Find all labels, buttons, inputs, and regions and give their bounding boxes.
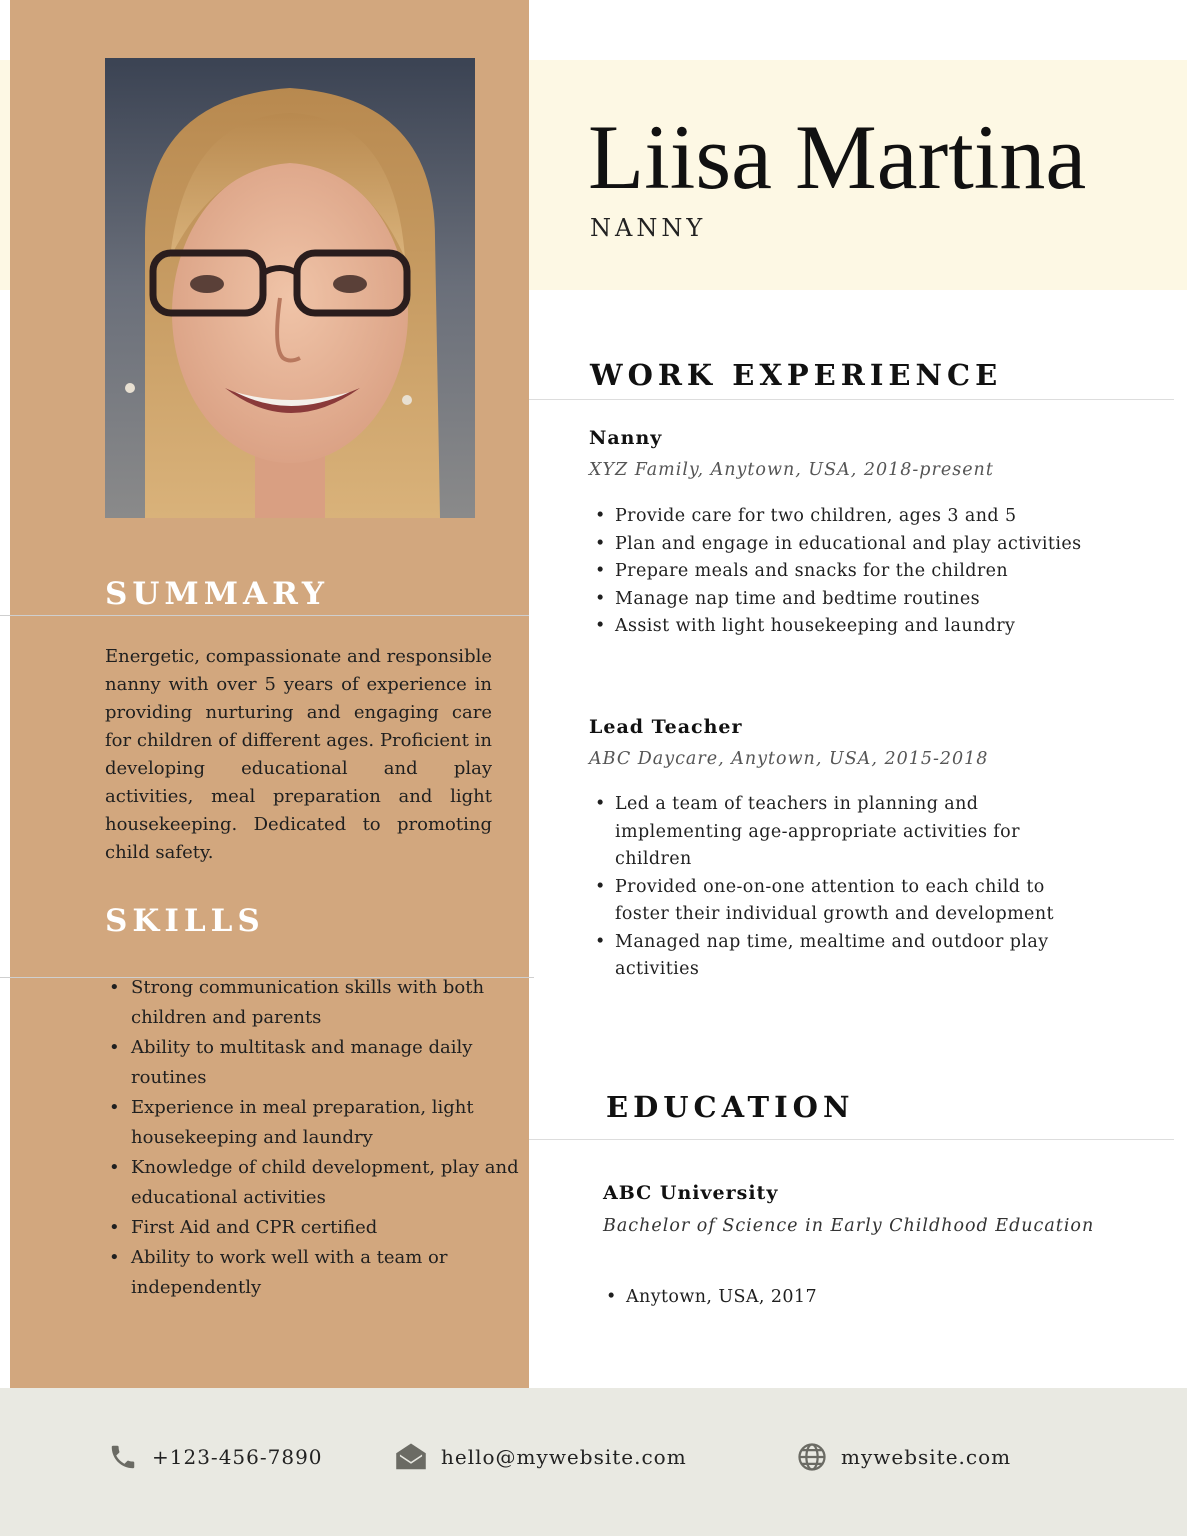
job-bullet: • Provide care for two children, ages 3 and 5 — [615, 503, 1135, 531]
globe-icon — [797, 1442, 827, 1472]
summary-heading: SUMMARY — [105, 576, 330, 612]
education-heading: EDUCATION — [606, 1090, 855, 1124]
phone-text: +123-456-7890 — [152, 1445, 323, 1469]
summary-text: Energetic, compassionate and responsible nanny with over 5 years of experience in providing nurturing and engaging care for children of different ages. Proficient in developing educational and play activities, meal preparation and light housekeeping. Dedicated to promoting child safety. — [105, 646, 492, 863]
summary-divider — [0, 615, 529, 616]
job-bullets — [589, 791, 1065, 984]
skill-item: • Ability to multitask and manage daily routines — [131, 1033, 521, 1093]
education-bullets — [600, 1284, 1076, 1312]
envelope-icon — [395, 1442, 427, 1472]
job-role: NANNY — [590, 214, 707, 242]
job-meta: ABC Daycare, Anytown, USA, 2015-2018 — [589, 749, 989, 769]
job-bullet: • Manage nap time and bedtime routines — [615, 586, 1135, 614]
school-name: ABC University — [603, 1182, 779, 1204]
person-name: Liisa Martina — [588, 106, 1087, 208]
phone-icon — [108, 1442, 138, 1472]
website-text: mywebsite.com — [841, 1445, 1012, 1469]
skill-item: • First Aid and CPR certified — [131, 1213, 521, 1243]
job-bullet: • Led a team of teachers in planning and implementing age-appropriate activities for children — [615, 791, 1065, 874]
skills-heading: SKILLS — [105, 903, 265, 939]
skill-item: • Experience in meal preparation, light housekeeping and laundry — [131, 1093, 521, 1153]
skill-item: • Ability to work well with a team or independently — [131, 1243, 521, 1303]
skill-item: • Strong communication skills with both children and parents — [131, 973, 521, 1033]
contact-website[interactable] — [797, 1442, 1011, 1472]
profile-photo — [105, 58, 475, 518]
work-divider — [529, 399, 1174, 400]
job-meta: XYZ Family, Anytown, USA, 2018-present — [589, 460, 994, 480]
job-bullet: • Managed nap time, mealtime and outdoor play activities — [615, 929, 1065, 984]
contact-phone[interactable] — [108, 1442, 323, 1472]
email-text: hello@mywebsite.com — [441, 1445, 687, 1469]
job-bullet: • Provided one-on-one attention to each child to foster their individual growth and development — [615, 874, 1065, 929]
work-experience-heading: WORK EXPERIENCE — [590, 358, 1003, 392]
skills-list — [105, 973, 521, 1303]
job-bullet: • Plan and engage in educational and play activities — [615, 531, 1135, 559]
education-bullet: • Anytown, USA, 2017 — [626, 1284, 1076, 1312]
job-bullets — [589, 503, 1135, 641]
job-bullet: • Prepare meals and snacks for the children — [615, 558, 1135, 586]
education-divider — [529, 1139, 1174, 1140]
job-bullet: • Assist with light housekeeping and laundry — [615, 613, 1135, 641]
left-edge-band — [0, 60, 10, 290]
skill-item: • Knowledge of child development, play and educational activities — [131, 1153, 521, 1213]
contact-email[interactable] — [395, 1442, 687, 1472]
degree: Bachelor of Science in Early Childhood Education — [603, 1216, 1095, 1236]
job-title: Nanny — [589, 427, 663, 449]
job-title: Lead Teacher — [589, 716, 743, 738]
